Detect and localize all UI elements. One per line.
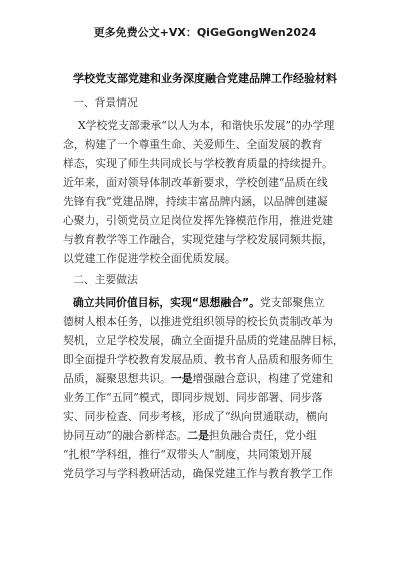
paragraph-line <box>63 429 317 443</box>
paragraph-line: “扎根”学科组，推行“双带头人”制度，共同策划开展 <box>63 448 312 461</box>
point-one-text: 增强融合意识，构建了党建和 <box>192 372 333 385</box>
paragraph-line: 实、同步检查、同步考核，形成了“纵向贯通联动，横向 <box>63 410 328 423</box>
paragraph-line: 念，构建了一个尊重生命、关爱师生、全面发展的教育 <box>63 138 323 151</box>
paragraph-line: 党员学习与学科教研活动，确保党建工作与教育教学工作 <box>63 467 333 480</box>
paragraph-line: 业务工作“五同”模式，即同步规划、同步部署、同步落 <box>63 391 323 404</box>
paragraph-line <box>63 372 333 386</box>
paragraph-line: 与教育教学等工作融合，实现党建与学校发展同频共振， <box>63 233 333 246</box>
promo-banner: 更多免费公文+VX：QiGeGongWen2024 <box>93 26 317 39</box>
lead-text: 党支部聚焦立 <box>259 296 325 309</box>
paragraph-line: 即全面提升学校教育发展品质、教书育人品质和服务师生 <box>63 353 333 366</box>
line-text: 协同互动”的融合新样态。 <box>63 429 188 442</box>
paragraph-line: X学校党支部秉承“以人为本，和谐快乐发展”的办学理 <box>78 119 335 132</box>
paragraph-line: 心聚力，引领党员立足岗位发挥先锋模范作用，推进党建 <box>63 214 333 227</box>
line-text: 品质，凝聚思想共识。 <box>63 372 171 385</box>
bold-lead: 确立共同价值目标，实现“思想融合”。 <box>73 296 260 309</box>
bold-point-one: 一是 <box>170 372 193 385</box>
section-heading-practices: 二、主要做法 <box>73 273 138 286</box>
document-title: 学校党支部党建和业务深度融合党建品牌工作经验材料 <box>73 72 337 85</box>
section-heading-background: 一、背景情况 <box>73 96 138 109</box>
bold-point-two: 二是 <box>187 429 209 442</box>
paragraph-line: 契机，立足学校发展，确立全面提升品质的党建品牌目标， <box>63 334 344 347</box>
point-two-text: 担负融合责任，党小组 <box>208 429 317 442</box>
paragraph-line: 样态，实现了师生共同成长与学校教育质量的持续提升。 <box>63 157 333 170</box>
paragraph-line <box>73 296 325 310</box>
paragraph-line: 先锋有我”党建品牌，持续丰富品牌内涵，以品牌创建凝 <box>63 195 328 208</box>
paragraph-line: 近年来，面对领导体制改革新要求，学校创建“品质在线 <box>63 176 328 189</box>
paragraph-line: 以党建工作促进学校全面优质发展。 <box>63 252 236 265</box>
paragraph-line: 德树人根本任务，以推进党组织领导的校长负责制改革为 <box>63 315 333 328</box>
